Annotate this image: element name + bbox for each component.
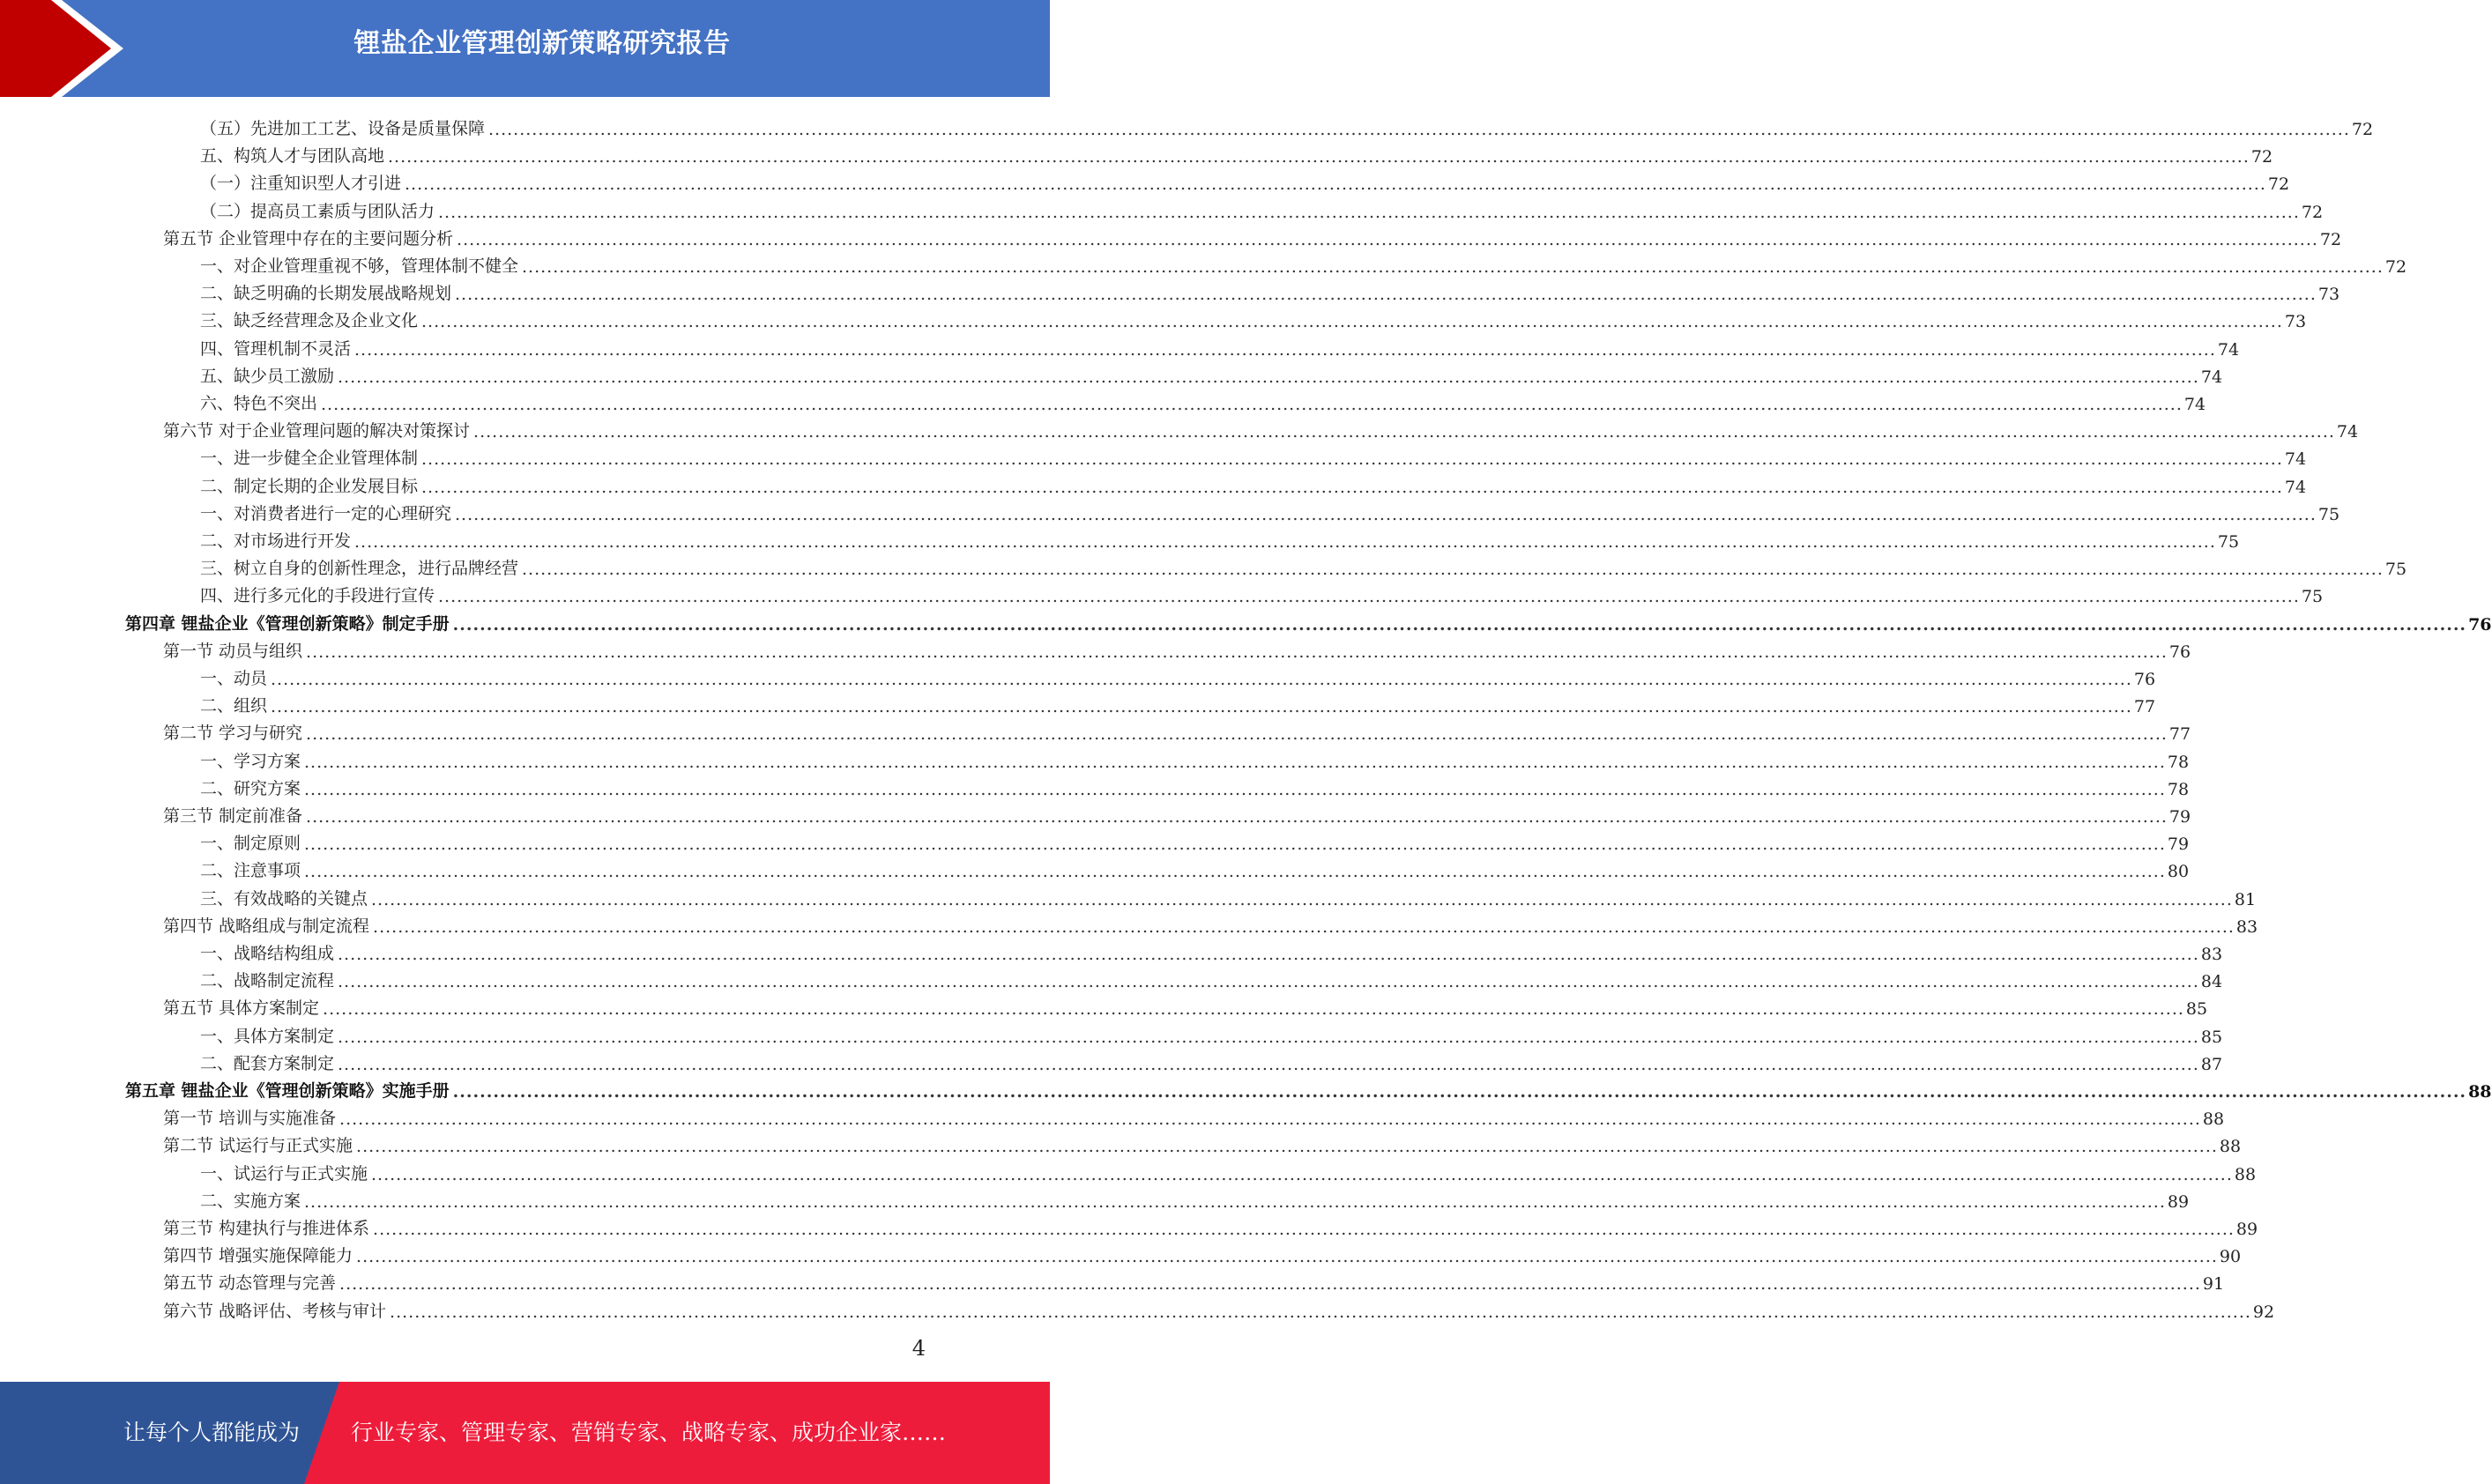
toc-entry-page: 80	[2167, 862, 2190, 882]
toc-leader-dots: ............................................................................................................................................................................................................................................................................................................	[522, 560, 2384, 580]
toc-entry-page: 92	[2252, 1302, 2275, 1322]
toc-entry-title: 四、进行多元化的手段进行宣传	[200, 586, 435, 606]
toc-entry[interactable]	[200, 304, 2307, 332]
toc-leader-dots: ............................................................................................................................................................................................................................................................................................................	[455, 504, 2317, 524]
toc-entry-page: 81	[2234, 889, 2257, 909]
toc-entry-title: 第一节 动员与组织	[163, 641, 303, 661]
toc-entry-title: 第五章 锂盐企业《管理创新策略》实施手册	[125, 1081, 450, 1101]
toc-entry-title: 第四节 增强实施保障能力	[163, 1246, 353, 1266]
toc-entry[interactable]	[200, 1020, 2223, 1047]
toc-entry-page: 76	[2168, 642, 2191, 662]
toc-leader-dots: ............................................................................................................................................................................................................................................................................................................	[338, 972, 2199, 992]
toc-leader-dots: ............................................................................................................................................................................................................................................................................................................	[390, 1302, 2251, 1322]
toc-leader-dots: ............................................................................................................................................................................................................................................................................................................	[356, 1137, 2218, 1157]
toc-leader-dots: ............................................................................................................................................................................................................................................................................................................	[339, 1274, 2201, 1295]
toc-leader-dots: ............................................................................................................................................................................................................................................................................................................	[421, 477, 2283, 497]
toc-leader-dots: ............................................................................................................................................................................................................................................................................................................	[339, 1109, 2201, 1130]
toc-entry-title: 三、缺乏经营理念及企业文化	[200, 311, 419, 331]
toc-entry-page: 72	[2301, 202, 2324, 222]
toc-leader-dots: ............................................................................................................................................................................................................................................................................................................	[438, 587, 2300, 607]
toc-leader-dots: ............................................................................................................................................................................................................................................................................................................	[304, 835, 2166, 855]
toc-entry-title: 三、有效战略的关键点	[200, 888, 368, 909]
toc-leader-dots: ............................................................................................................................................................................................................................................................................................................	[473, 422, 2335, 442]
toc-entry[interactable]	[200, 552, 2407, 580]
toc-entry-page: 74	[2217, 339, 2240, 360]
toc-entry-title: 第五节 动态管理与完善	[163, 1273, 337, 1294]
toc-leader-dots: ............................................................................................................................................................................................................................................................................................................	[338, 1054, 2199, 1074]
toc-leader-dots: ............................................................................................................................................................................................................................................................................................................	[306, 724, 2168, 745]
toc-entry-page: 75	[2217, 532, 2240, 552]
toc-entry-page: 88	[2468, 1082, 2492, 1102]
toc-entry[interactable]	[200, 689, 2156, 717]
toc-entry[interactable]	[200, 854, 2190, 882]
toc-entry-page: 72	[2384, 257, 2407, 277]
toc-entry-title: 一、对企业管理重视不够，管理体制不健全	[200, 256, 519, 276]
toc-leader-dots: ............................................................................................................................................................................................................................................................................................................	[306, 807, 2168, 827]
toc-entry-page: 91	[2202, 1274, 2225, 1295]
toc-entry[interactable]	[200, 745, 2190, 772]
toc-entry-page: 72	[2319, 229, 2342, 249]
toc-entry-page: 78	[2167, 779, 2190, 799]
toc-entry-page: 83	[2200, 945, 2223, 964]
toc-leader-dots: ............................................................................................................................................................................................................................................................................................................	[304, 862, 2166, 882]
toc-leader-dots: ............................................................................................................................................................................................................................................................................................................	[405, 174, 2266, 195]
toc-entry[interactable]	[200, 441, 2307, 470]
toc-entry-page: 85	[2185, 999, 2208, 1020]
toc-entry[interactable]	[200, 470, 2307, 497]
toc-leader-dots: ............................................................................................................................................................................................................................................................................................................	[304, 752, 2166, 772]
toc-entry-title: 第六节 战略评估、考核与审计	[163, 1301, 387, 1321]
toc-entry[interactable]	[200, 579, 2324, 607]
toc-entry-page: 72	[2267, 174, 2290, 195]
toc-entry[interactable]	[200, 139, 2273, 167]
toc-entry[interactable]	[200, 497, 2340, 524]
toc-entry-page: 75	[2384, 560, 2407, 580]
toc-entry-title: （一）注重知识型人才引进	[200, 174, 402, 194]
toc-leader-dots: ............................................................................................................................................................................................................................................................................................................	[306, 642, 2168, 662]
toc-leader-dots: ............................................................................................................................................................................................................................................................................................................	[371, 1164, 2233, 1184]
toc-entry[interactable]	[200, 387, 2206, 414]
toc-entry[interactable]	[200, 882, 2257, 909]
toc-leader-dots: ............................................................................................................................................................................................................................................................................................................	[455, 285, 2317, 305]
toc-entry[interactable]	[200, 1047, 2223, 1074]
toc-entry-title: 一、战略结构组成	[200, 944, 335, 963]
report-title: 锂盐企业管理创新策略研究报告	[353, 28, 731, 59]
toc-entry-page: 90	[2219, 1247, 2242, 1267]
toc-entry-title: 第四章 锂盐企业《管理创新策略》制定手册	[125, 613, 450, 634]
toc-entry-title: 二、缺乏明确的长期发展战略规划	[200, 284, 452, 304]
toc-leader-dots: ............................................................................................................................................................................................................................................................................................................	[356, 1247, 2218, 1267]
toc-entry-page: 87	[2200, 1054, 2223, 1074]
toc-entry-title: 二、配套方案制定	[200, 1053, 335, 1073]
toc-entry-page: 74	[2183, 395, 2206, 414]
toc-entry-title: 一、动员	[200, 669, 268, 688]
toc-leader-dots: ............................................................................................................................................................................................................................................................................................................	[452, 1082, 2467, 1102]
toc-entry-page: 72	[2250, 147, 2273, 167]
toc-entry[interactable]	[200, 772, 2190, 799]
toc-entry-page: 89	[2167, 1191, 2190, 1212]
toc-entry-title: 五、构筑人才与团队高地	[200, 146, 385, 167]
toc-entry[interactable]	[200, 360, 2223, 387]
toc-leader-dots: ............................................................................................................................................................................................................................................................................................................	[321, 395, 2183, 414]
toc-entry-page: 79	[2167, 835, 2190, 855]
toc-leader-dots: ............................................................................................................................................................................................................................................................................................................	[488, 120, 2350, 139]
toc-leader-dots: ............................................................................................................................................................................................................................................................................................................	[354, 339, 2216, 360]
toc-entry[interactable]	[200, 112, 2374, 139]
toc-leader-dots: ............................................................................................................................................................................................................................................................................................................	[271, 670, 2132, 689]
toc-entry[interactable]	[163, 799, 2191, 827]
toc-entry-page: 89	[2235, 1220, 2258, 1239]
toc-entry[interactable]	[200, 827, 2190, 855]
toc-leader-dots: ............................................................................................................................................................................................................................................................................................................	[371, 889, 2233, 909]
toc-entry-page: 74	[2336, 422, 2359, 442]
toc-entry-page: 75	[2301, 587, 2324, 607]
toc-entry-page: 85	[2200, 1027, 2223, 1047]
toc-entry[interactable]	[163, 634, 2191, 662]
toc-entry-title: 二、对市场进行开发	[200, 531, 352, 551]
toc-entry-title: 一、制定原则	[200, 834, 301, 854]
toc-leader-dots: ............................................................................................................................................................................................................................................................................................................	[338, 945, 2199, 964]
toc-leader-dots: ............................................................................................................................................................................................................................................................................................................	[438, 202, 2300, 222]
toc-entry[interactable]	[200, 277, 2340, 305]
toc-leader-dots: ............................................................................................................................................................................................................................................................................................................	[271, 697, 2132, 717]
toc-entry-title: 五、缺少员工激励	[200, 366, 335, 386]
toc-leader-dots: ............................................................................................................................................................................................................................................................................................................	[421, 312, 2283, 332]
toc-entry-page: 88	[2234, 1164, 2257, 1184]
toc-entry-title: 一、试运行与正式实施	[200, 1163, 368, 1183]
toc-entry-page: 77	[2133, 697, 2156, 717]
toc-entry-page: 74	[2284, 477, 2307, 497]
toc-entry-title: 第一节 培训与实施准备	[163, 1109, 337, 1129]
toc-entry[interactable]	[125, 607, 2492, 634]
toc-entry-page: 74	[2200, 367, 2223, 387]
toc-entry-title: 第二节 试运行与正式实施	[163, 1136, 353, 1156]
toc-leader-dots: ............................................................................................................................................................................................................................................................................................................	[522, 257, 2384, 277]
toc-entry-page: 88	[2202, 1109, 2225, 1130]
toc-leader-dots: ............................................................................................................................................................................................................................................................................................................	[373, 1220, 2235, 1239]
toc-entry[interactable]	[163, 1129, 2242, 1157]
toc-entry-page: 76	[2468, 614, 2492, 634]
toc-entry-title: 第三节 构建执行与推进体系	[163, 1219, 370, 1238]
toc-entry-title: 第六节 对于企业管理问题的解决对策探讨	[163, 421, 471, 441]
toc-entry[interactable]	[200, 249, 2407, 277]
toc-entry[interactable]	[200, 964, 2223, 992]
footer-slogan-left: 让每个人都能成为	[123, 1420, 301, 1445]
toc-entry-title: 三、树立自身的创新性理念，进行品牌经营	[200, 559, 519, 579]
toc-entry-page: 75	[2317, 504, 2340, 524]
toc-leader-dots: ............................................................................................................................................................................................................................................................................................................	[338, 367, 2199, 387]
toc-entry-title: 第五节 企业管理中存在的主要问题分析	[163, 228, 454, 249]
toc-entry[interactable]	[200, 1184, 2190, 1212]
toc-entry-title: 二、战略制定流程	[200, 971, 335, 991]
page-header	[0, 0, 1050, 97]
toc-entry-title: 四、管理机制不灵活	[200, 338, 352, 359]
toc-entry-title: 一、具体方案制定	[200, 1026, 335, 1046]
toc-entry[interactable]	[163, 414, 2359, 442]
toc-leader-dots: ............................................................................................................................................................................................................................................................................................................	[421, 449, 2283, 470]
toc-entry-page: 88	[2219, 1137, 2242, 1157]
toc-entry[interactable]	[163, 909, 2258, 937]
toc-entry[interactable]	[163, 1212, 2258, 1239]
toc-entry-title: 一、学习方案	[200, 751, 301, 771]
toc-entry-title: 第三节 制定前准备	[163, 806, 303, 826]
toc-entry-page: 73	[2317, 285, 2340, 305]
toc-leader-dots: ............................................................................................................................................................................................................................................................................................................	[304, 1191, 2166, 1212]
toc-entry-title: （二）提高员工素质与团队活力	[200, 201, 435, 221]
toc-entry[interactable]	[125, 1074, 2492, 1102]
toc-entry-page: 76	[2133, 670, 2156, 689]
toc-entry[interactable]	[163, 1266, 2225, 1295]
toc-entry-title: 二、注意事项	[200, 861, 301, 881]
toc-entry[interactable]	[200, 332, 2240, 360]
toc-entry[interactable]	[163, 991, 2208, 1020]
toc-entry[interactable]	[163, 1239, 2242, 1267]
toc-entry-title: 二、研究方案	[200, 778, 301, 798]
page-number: 4	[911, 1336, 926, 1361]
toc-entry-page: 77	[2168, 724, 2191, 745]
toc-entry-page: 83	[2235, 916, 2258, 937]
toc-entry[interactable]	[200, 662, 2156, 689]
toc-leader-dots: ............................................................................................................................................................................................................................................................................................................	[373, 916, 2235, 937]
toc-entry-title: 六、特色不突出	[200, 394, 318, 413]
toc-leader-dots: ............................................................................................................................................................................................................................................................................................................	[354, 532, 2216, 552]
toc-entry-title: 二、实施方案	[200, 1191, 301, 1211]
toc-entry-title: 第二节 学习与研究	[163, 723, 303, 744]
toc-entry[interactable]	[200, 524, 2240, 552]
toc-entry-title: 第五节 具体方案制定	[163, 998, 320, 1019]
toc-leader-dots: ............................................................................................................................................................................................................................................................................................................	[452, 614, 2467, 634]
toc-entry-page: 74	[2284, 449, 2307, 470]
toc-entry-page: 73	[2284, 312, 2307, 332]
toc-entry[interactable]	[163, 1295, 2275, 1322]
toc-leader-dots: ............................................................................................................................................................................................................................................................................................................	[323, 999, 2184, 1020]
toc-entry[interactable]	[200, 1157, 2257, 1184]
toc-leader-dots: ............................................................................................................................................................................................................................................................................................................	[304, 779, 2166, 799]
toc-entry[interactable]	[163, 222, 2342, 249]
toc-entry[interactable]	[200, 937, 2223, 964]
toc-entry-page: 72	[2351, 120, 2374, 139]
toc-entry[interactable]	[200, 195, 2324, 222]
toc-entry-title: 二、制定长期的企业发展目标	[200, 476, 419, 496]
toc-entry-title: 一、对消费者进行一定的心理研究	[200, 503, 452, 523]
toc-entry[interactable]	[163, 1102, 2225, 1130]
footer-slogan-right: 行业专家、管理专家、营销专家、战略专家、成功企业家……	[351, 1420, 947, 1445]
toc-leader-dots: ............................................................................................................................................................................................................................................................................................................	[388, 147, 2250, 167]
toc-entry-title: 一、进一步健全企业管理体制	[200, 449, 419, 469]
toc-entry-title: （五）先进加工工艺、设备是质量保障	[200, 119, 486, 138]
toc-entry-title: 第四节 战略组成与制定流程	[163, 916, 370, 936]
toc-entry[interactable]	[200, 167, 2290, 195]
toc-entry[interactable]	[163, 716, 2191, 745]
toc-entry-page: 84	[2200, 972, 2223, 992]
toc-leader-dots: ............................................................................................................................................................................................................................................................................................................	[457, 229, 2318, 249]
toc-leader-dots: ............................................................................................................................................................................................................................................................................................................	[338, 1027, 2199, 1047]
page-footer	[0, 1382, 1050, 1484]
toc-entry-title: 二、组织	[200, 696, 268, 716]
toc-entry-page: 78	[2167, 752, 2190, 772]
toc-entry-page: 79	[2168, 807, 2191, 827]
